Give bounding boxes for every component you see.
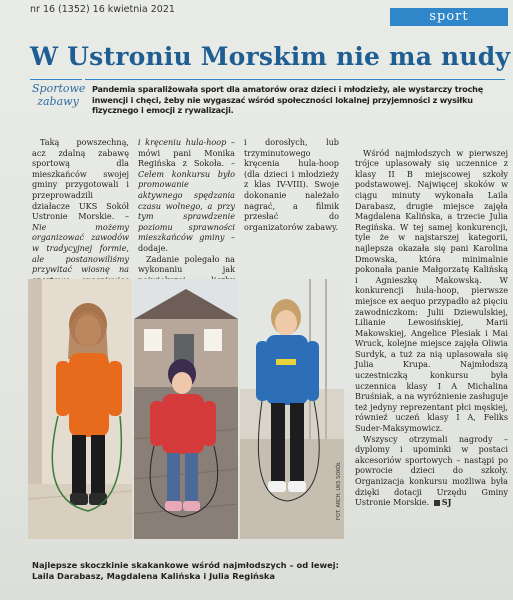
col3-paragraph-3-text: Wszyscy otrzymali nagrody – dyplomy i upominki w postaci akcesoriów sportowych – nastąpi po powrocie dzieci do szkoły. Organizacja konkursu możliwa była dzięki dotacji Urzędu Gminy Ustronie Morskie.: [355, 433, 508, 508]
lead-rule: [85, 79, 505, 80]
col2-quote-1: i kręceniu hula-hoop: [138, 137, 227, 147]
photo-credit: FOT. ARCH. UKS SOKÓŁ: [336, 461, 342, 520]
headline: W Ustroniu Morskim nie ma nudy: [30, 42, 511, 71]
col3-paragraph-2: Wśród najmłodszych w pierwszej trójce uplasowały się uczennice z klasy II B miejscowej szkoły podstawowej. Najwięcej skoków w ciągu minuty wykonała Laila Darabasz, drugie miejsce zajęła Magdalena Kalińska, a trzecie Julia Regińska. W tej samej konkurencji, tyle że w najstarszej kategorii, najlepsza okazała się pani Karolina Dmowska, która minimalnie pokonała panie Małgorzatę Kalińską i Agnieszkę Makowską. W konkurencji hula-hoop, pierwsze miejsce ex aequo przypadło aż pięciu zawodniczkom: Julii Dziewulskiej, Lilianie Lewosińskiej, Marii Makowskiej, Angelice Plesiak i Mai Wruck, kolejne miejsce zajęła Oliwia Surdyk, a tuż za nią uplasowała się Julia Krupa. Najmłodszą uczestniczką konkursu była uczennica klasy I A Michalina Bruśniak, a na wyróżnienie zasługuje też jedyny reprezentant płci męskiej, równieź uczeń klasy I A, Feliks Suder-Maksymowicz.: [355, 147, 508, 434]
col1-quote: Nie możemy organizować zawodów w tradycyjnej formie, ale postanowiliśmy przywitać wiosnę na: [32, 221, 129, 275]
section-tab: sport: [390, 8, 508, 26]
col4-lead: [355, 137, 508, 148]
col3-paragraph-1: i dorosłych, lub trzyminutowego kręcenia hula-hoop (dla dzieci i młodzieży z klas IV-VIII). Swoje dokonanie należało nagrać, a filmik przesłać do organizatorów zabawy.: [244, 137, 339, 232]
column-2-paragraph-2: Zadanie polegało na wykonaniu jak: [138, 253, 235, 275]
column-2-paragraph-1: [138, 137, 235, 254]
col2-quote-2: Celem konkursu było promowanie aktywnego spędzania czasu wolnego, a przy tym sprawdzenie poziomu sprawności mieszkańców gminy: [138, 168, 235, 243]
col2-text-a: – mówi pani Monika Regińska z Sokoła. –: [138, 137, 235, 169]
issue-line: nr 16 (1352) 16 kwietnia 2021: [30, 4, 175, 15]
signature: SJ: [441, 497, 452, 508]
col2-text-b: – dodaje.: [138, 232, 235, 253]
column-4: [355, 137, 508, 508]
photo-laila: [28, 279, 132, 539]
photo-magdalena: [134, 279, 238, 539]
photo-julia: [240, 279, 344, 539]
end-mark-icon: [434, 500, 440, 506]
kicker-rule: [30, 79, 82, 80]
col1-text: Taką powszechną, acz zdalną zabawę sportową dla mieszkańców swojej gminy przygotowali i przeprowadzili działacze UKS Sokół Ustronie Morskie. –: [32, 137, 129, 222]
column-3-top: [244, 137, 339, 277]
lead-paragraph: Pandemia sparaliżowała sport dla amatorów oraz dzieci i młodzieży, ale wystarczy trochę inwencji i chęci, żeby nie wygaszać wśród społeczności lokalnej przyjemności z wysiłku fizycznego i emocji z rywalizacji.: [92, 84, 484, 116]
col3-paragraph-3: [355, 434, 508, 508]
photo-caption: Najlepsze skoczkinie skakankowe wśród najmłodszych – od lewej: Laila Darabasz, Magdalena Kalińska i Julia Regińska: [32, 560, 339, 581]
kicker: Sportowe zabawy: [32, 82, 86, 108]
